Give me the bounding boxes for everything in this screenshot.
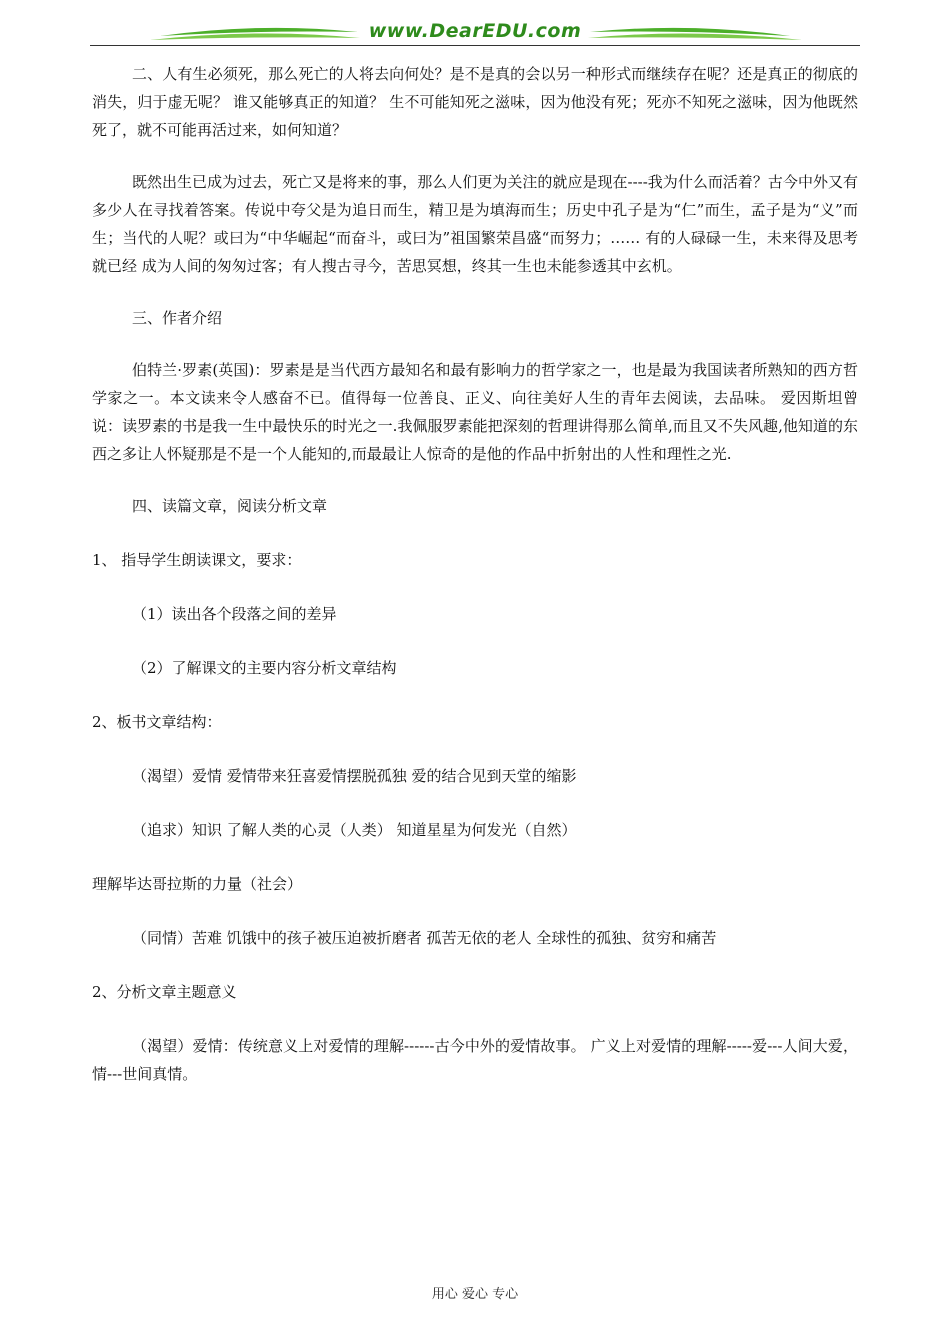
heading-read-analyze: 四、读篇文章，阅读分析文章	[132, 497, 328, 515]
page-header	[90, 18, 860, 48]
structure-line-love: （渴望）爱情 爱情带来狂喜爱情摆脱孤独 爱的结合见到天堂的缩影	[132, 767, 577, 785]
list-item-sub-1: （1）读出各个段落之间的差异	[132, 605, 337, 623]
paragraph-russell-bio: 伯特兰·罗素(英国)：罗素是是当代西方最知名和最有影响力的哲学家之一，也是最为我国读者所熟知的西方哲学家之一。本文读来令人感奋不已。值得每一位善良、正义、向往美好人生的青年去阅读，去品味。 爱因斯坦曾说：读罗素的书是我一生中最快乐的时光之一.我佩服罗素能把深刻的哲理讲得那么简单,而且又不失风趣,他知道的东西之多让人怀疑那是不是一个人能知的,而最最让人惊奇的是他的作品中折射出的人性和理性之光.	[92, 361, 858, 463]
list-item-sub-2: （2）了解课文的主要内容分析文章结构	[132, 659, 397, 677]
brand-logo-text: www.DearEDU.com	[368, 20, 582, 42]
paragraph-why-live: 既然出生已成为过去，死亡又是将来的事，那么人们更为关注的就应是现在----我为什么而活着？古今中外又有多少人在寻找着答案。传说中夸父是为追日而生，精卫是为填海而生；历史中孔子是为“仁”而生，孟子是为“义”而生；当代的人呢？或曰为“中华崛起“而奋斗，或曰为”祖国繁荣昌盛“而努力；…… 有的人碌碌一生，未来得及思考就已经 成为人间的匆匆过客；有人搜古寻今，苦思冥想，终其一生也未能参透其中玄机。	[92, 173, 858, 275]
paragraph-love-meaning: （渴望）爱情：传统意义上对爱情的理解------古今中外的爱情故事。 广义上对爱情的理解-----爱---人间大爱， 情---世间真情。	[92, 1037, 858, 1083]
paragraph-death-question: 二、人有生必须死，那么死亡的人将去向何处？是不是真的会以另一种形式而继续存在呢？还是真正的彻底的消失，归于虚无呢？ 谁又能够真正的知道？ 生不可能知死之滋味，因为他没有死；死亦不知死之滋味，因为他既然死了，就不可能再活过来，如何知道？	[92, 65, 858, 139]
list-item-theme-analysis: 2、分析文章主题意义	[92, 983, 237, 1001]
header-rule	[90, 45, 860, 46]
document-body	[92, 60, 858, 1088]
heading-author-intro: 三、作者介绍	[132, 309, 223, 327]
structure-line-society: 理解毕达哥拉斯的力量（社会）	[92, 875, 303, 893]
list-item-board-structure: 2、板书文章结构：	[92, 713, 222, 731]
page-footer: 用心 爱心 专心	[431, 1287, 519, 1302]
list-item-guide-reading: 1、 指导学生朗读课文，要求：	[92, 551, 302, 569]
structure-line-sympathy: （同情）苦难 饥饿中的孩子被压迫被折磨者 孤苦无依的老人 全球性的孤独、贫穷和痛苦	[132, 929, 717, 947]
structure-line-knowledge: （追求）知识 了解人类的心灵（人类） 知道星星为何发光（自然）	[132, 821, 577, 839]
